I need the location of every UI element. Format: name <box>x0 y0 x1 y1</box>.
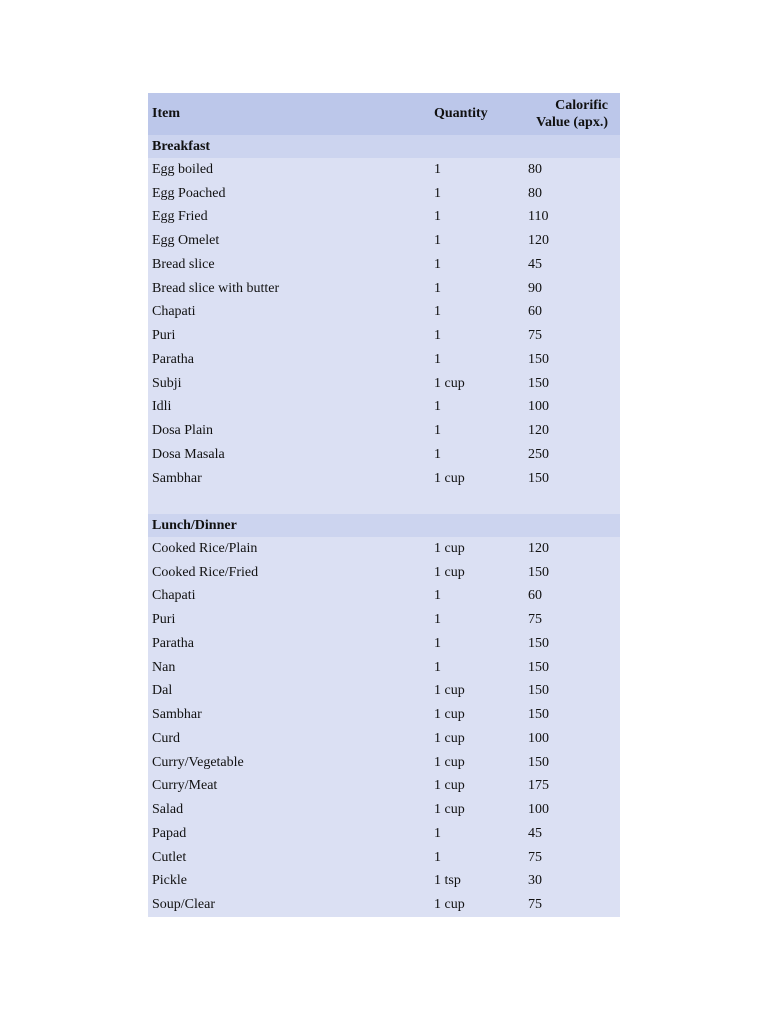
cell-quantity: 1 <box>434 399 441 415</box>
cell-calories: 100 <box>528 802 549 818</box>
cell-item: Bread slice with butter <box>152 280 280 296</box>
table-row <box>148 182 620 206</box>
cell-calories: 150 <box>528 470 549 486</box>
cell-quantity: 1 <box>434 446 441 462</box>
table-row <box>148 229 620 253</box>
cell-quantity: 1 <box>434 635 441 651</box>
cell-item: Dosa Plain <box>152 423 214 439</box>
cell-calories: 150 <box>528 683 549 699</box>
cell-calories: 110 <box>528 209 549 225</box>
cell-calories: 150 <box>528 375 549 391</box>
cell-quantity: 1 <box>434 825 441 841</box>
cell-calories: 75 <box>528 612 542 628</box>
table-row <box>148 419 620 443</box>
cell-item: Cutlet <box>152 849 187 865</box>
cell-quantity: 1 <box>434 659 441 675</box>
cell-item: Egg boiled <box>152 161 214 177</box>
cell-item: Chapati <box>152 588 196 604</box>
cell-item: Egg Poached <box>152 185 226 201</box>
cell-item: Sambhar <box>152 707 202 723</box>
cell-calories: 120 <box>528 540 549 556</box>
cell-calories: 75 <box>528 328 542 344</box>
cell-calories: 150 <box>528 707 549 723</box>
table-row <box>148 443 620 467</box>
cell-calories: 100 <box>528 730 549 746</box>
cell-quantity: 1 <box>434 328 441 344</box>
table-row <box>148 301 620 325</box>
cell-item: Puri <box>152 328 176 344</box>
cell-quantity: 1 <box>434 304 441 320</box>
table-row <box>148 680 620 704</box>
header-calorific-line1: Calorific <box>555 98 608 113</box>
cell-calories: 120 <box>528 423 549 439</box>
table-row <box>148 585 620 609</box>
cell-item: Egg Omelet <box>152 233 220 249</box>
cell-quantity: 1 tsp <box>434 873 461 889</box>
cell-item: Sambhar <box>152 470 202 486</box>
cell-item: Subji <box>152 375 182 391</box>
cell-quantity: 1 cup <box>434 778 465 794</box>
cell-quantity: 1 cup <box>434 802 465 818</box>
table-row <box>148 537 620 561</box>
cell-calories: 150 <box>528 754 549 770</box>
cell-calories: 120 <box>528 233 549 249</box>
cell-calories: 100 <box>528 399 549 415</box>
cell-quantity: 1 cup <box>434 897 465 913</box>
cell-quantity: 1 <box>434 588 441 604</box>
cell-item: Pickle <box>152 873 187 889</box>
table-row <box>148 158 620 182</box>
table-row <box>148 324 620 348</box>
cell-calories: 150 <box>528 659 549 675</box>
cell-calories: 75 <box>528 897 542 913</box>
cell-quantity: 1 <box>434 233 441 249</box>
table-row <box>148 561 620 585</box>
cell-quantity: 1 <box>434 280 441 296</box>
cell-quantity: 1 <box>434 185 441 201</box>
table-body <box>148 135 620 917</box>
table-row <box>148 703 620 727</box>
cell-calories: 175 <box>528 778 549 794</box>
cell-calories: 45 <box>528 256 542 272</box>
cell-calories: 75 <box>528 849 542 865</box>
table-header-row <box>148 93 620 135</box>
cell-quantity: 1 cup <box>434 564 465 580</box>
header-quantity: Quantity <box>434 106 488 121</box>
header-item: Item <box>152 106 180 121</box>
cell-calories: 60 <box>528 588 542 604</box>
header-calorific-value <box>528 93 620 135</box>
cell-item: Bread slice <box>152 256 215 272</box>
cell-item: Cooked Rice/Plain <box>152 540 258 556</box>
cell-calories: 150 <box>528 564 549 580</box>
cell-item: Curd <box>152 730 180 746</box>
cell-item: Soup/Clear <box>152 897 215 913</box>
cell-item: Paratha <box>152 635 194 651</box>
table-row <box>148 372 620 396</box>
cell-item: Papad <box>152 825 187 841</box>
table-row <box>148 822 620 846</box>
cell-item: Dosa Masala <box>152 446 225 462</box>
table-row <box>148 775 620 799</box>
table-row <box>148 608 620 632</box>
cell-item: Puri <box>152 612 176 628</box>
cell-quantity: 1 cup <box>434 730 465 746</box>
cell-item: Cooked Rice/Fried <box>152 564 259 580</box>
cell-item: Salad <box>152 802 184 818</box>
table-row <box>148 870 620 894</box>
cell-quantity: 1 <box>434 423 441 439</box>
table-row <box>148 632 620 656</box>
table-row <box>148 751 620 775</box>
cell-quantity: 1 <box>434 612 441 628</box>
table-row <box>148 467 620 491</box>
cell-item: Egg Fried <box>152 209 208 225</box>
table-row <box>148 396 620 420</box>
section-header: Lunch/Dinner <box>148 514 620 537</box>
table-row <box>148 798 620 822</box>
cell-calories: 30 <box>528 873 542 889</box>
cell-item: Idli <box>152 399 172 415</box>
table-row <box>148 893 620 917</box>
cell-quantity: 1 cup <box>434 540 465 556</box>
cell-item: Dal <box>152 683 173 699</box>
table-row <box>148 206 620 230</box>
cell-item: Chapati <box>152 304 196 320</box>
table-row <box>148 656 620 680</box>
section-spacer <box>148 491 620 515</box>
cell-calories: 150 <box>528 635 549 651</box>
cell-calories: 60 <box>528 304 542 320</box>
cell-quantity: 1 <box>434 161 441 177</box>
cell-item: Nan <box>152 659 176 675</box>
table-row <box>148 846 620 870</box>
cell-calories: 250 <box>528 446 549 462</box>
cell-item: Curry/Meat <box>152 778 218 794</box>
cell-quantity: 1 cup <box>434 375 465 391</box>
table-row <box>148 277 620 301</box>
cell-quantity: 1 <box>434 849 441 865</box>
header-calorific-line2: Value (apx.) <box>536 115 608 130</box>
cell-calories: 80 <box>528 185 542 201</box>
table-row <box>148 348 620 372</box>
cell-quantity: 1 cup <box>434 683 465 699</box>
table-row <box>148 253 620 277</box>
cell-calories: 150 <box>528 351 549 367</box>
cell-calories: 80 <box>528 161 542 177</box>
table-row <box>148 727 620 751</box>
cell-quantity: 1 cup <box>434 707 465 723</box>
cell-quantity: 1 cup <box>434 754 465 770</box>
cell-quantity: 1 <box>434 256 441 272</box>
cell-calories: 45 <box>528 825 542 841</box>
cell-quantity: 1 <box>434 351 441 367</box>
calorie-table <box>148 93 620 917</box>
cell-calories: 90 <box>528 280 542 296</box>
section-header: Breakfast <box>148 135 620 158</box>
cell-quantity: 1 <box>434 209 441 225</box>
cell-item: Paratha <box>152 351 194 367</box>
cell-quantity: 1 cup <box>434 470 465 486</box>
cell-item: Curry/Vegetable <box>152 754 244 770</box>
